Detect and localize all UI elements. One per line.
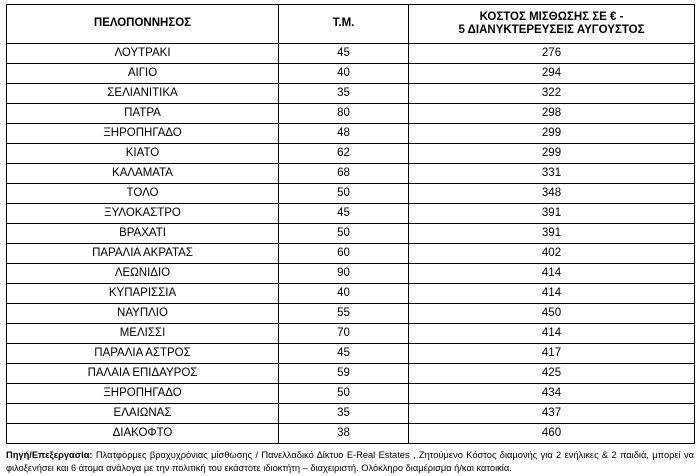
- cell-region: ΞΥΛΟΚΑΣΤΡΟ: [7, 204, 279, 224]
- table-row: [7, 284, 695, 304]
- table-row: [7, 44, 695, 64]
- table-header-row: [7, 5, 695, 44]
- cell-region: ΝΑΥΠΛΙΟ: [7, 304, 279, 324]
- table-row: [7, 324, 695, 344]
- cell-cost: 450: [409, 304, 695, 324]
- cell-area: 62: [279, 144, 409, 164]
- column-header-cost: [409, 5, 695, 44]
- table-header: [7, 5, 695, 44]
- cell-region: ΑΙΓΙΟ: [7, 64, 279, 84]
- cell-cost: 414: [409, 264, 695, 284]
- cell-area: 45: [279, 204, 409, 224]
- table-row: [7, 144, 695, 164]
- cell-area: 50: [279, 224, 409, 244]
- table-row: [7, 104, 695, 124]
- cell-region: ΚΑΛΑΜΑΤΑ: [7, 164, 279, 184]
- cell-region: ΠΑΡΑΛΙΑ ΑΚΡΑΤΑΣ: [7, 244, 279, 264]
- table-row: [7, 64, 695, 84]
- source-footnote-text: Πλατφόρμες βραχυχρόνιας μίσθωσης / Πανελλαδικό Δίκτυο E-Real Estates , Ζητούμενο Κόστος διαμονής για 2 ενήλικες & 2 παιδιά, μπορεί να φιλοξενήσει και 6 άτομα ανάλογα με την πολιτική του εκάστοτε ιδιοκτήτη – διαχειριστή. Ολόκληρο διαμέρισμα ή/και κατοικία.: [6, 450, 694, 474]
- table-row: [7, 424, 695, 444]
- cell-region: ΛΕΩΝΙΔΙΟ: [7, 264, 279, 284]
- cell-area: 70: [279, 324, 409, 344]
- cell-region: ΒΡΑΧΑΤΙ: [7, 224, 279, 244]
- cell-cost: 417: [409, 344, 695, 364]
- table-row: [7, 344, 695, 364]
- cell-area: 60: [279, 244, 409, 264]
- table-row: [7, 124, 695, 144]
- cell-region: ΜΕΛΙΣΣΙ: [7, 324, 279, 344]
- cell-cost: 331: [409, 164, 695, 184]
- cell-cost: 322: [409, 84, 695, 104]
- cell-region: ΚΙΑΤΟ: [7, 144, 279, 164]
- table-row: [7, 204, 695, 224]
- rental-price-table: [6, 4, 695, 444]
- cell-area: 50: [279, 384, 409, 404]
- cell-area: 68: [279, 164, 409, 184]
- cell-region: ΠΑΛΑΙΑ ΕΠΙΔΑΥΡΟΣ: [7, 364, 279, 384]
- cell-area: 80: [279, 104, 409, 124]
- cell-cost: 434: [409, 384, 695, 404]
- cell-cost: 299: [409, 144, 695, 164]
- table-row: [7, 304, 695, 324]
- column-header-region: ΠΕΛΟΠΟΝΝΗΣΟΣ: [7, 5, 279, 44]
- cell-area: 40: [279, 64, 409, 84]
- cell-region: ΔΙΑΚΟΦΤΟ: [7, 424, 279, 444]
- cell-region: ΣΕΛΙΑΝΙΤΙΚΑ: [7, 84, 279, 104]
- cell-cost: 348: [409, 184, 695, 204]
- cell-cost: 391: [409, 204, 695, 224]
- cell-region: ΤΟΛΟ: [7, 184, 279, 204]
- table-row: [7, 384, 695, 404]
- cell-area: 40: [279, 284, 409, 304]
- cell-cost: 402: [409, 244, 695, 264]
- cell-cost: 391: [409, 224, 695, 244]
- table-row: [7, 84, 695, 104]
- cell-region: ΛΟΥΤΡΑΚΙ: [7, 44, 279, 64]
- cell-area: 50: [279, 184, 409, 204]
- cell-cost: 299: [409, 124, 695, 144]
- table-row: [7, 404, 695, 424]
- cell-cost: 298: [409, 104, 695, 124]
- cell-region: ΞΗΡΟΠΗΓΑΔΟ: [7, 124, 279, 144]
- column-header-area: Τ.Μ.: [279, 5, 409, 44]
- table-body: [7, 44, 695, 444]
- source-footnote-label: Πηγή/Επεξεργασία:: [6, 450, 93, 460]
- cell-cost: 414: [409, 324, 695, 344]
- cell-cost: 460: [409, 424, 695, 444]
- table-row: [7, 244, 695, 264]
- cell-region: ΞΗΡΟΠΗΓΑΔΟ: [7, 384, 279, 404]
- cell-cost: 437: [409, 404, 695, 424]
- cell-area: 59: [279, 364, 409, 384]
- cell-area: 35: [279, 84, 409, 104]
- cell-cost: 294: [409, 64, 695, 84]
- table-row: [7, 224, 695, 244]
- cell-area: 35: [279, 404, 409, 424]
- cell-area: 45: [279, 44, 409, 64]
- cell-area: 38: [279, 424, 409, 444]
- cell-cost: 414: [409, 284, 695, 304]
- table-row: [7, 164, 695, 184]
- column-header-cost-line2: 5 ΔΙΑΝΥΚΤΕΡΕΥΣΕΙΣ ΑΥΓΟΥΣΤΟΣ: [458, 24, 645, 36]
- cell-area: 90: [279, 264, 409, 284]
- cell-area: 48: [279, 124, 409, 144]
- table-row: [7, 364, 695, 384]
- table-row: [7, 184, 695, 204]
- cell-region: ΕΛΑΙΩΝΑΣ: [7, 404, 279, 424]
- cell-cost: 276: [409, 44, 695, 64]
- source-footnote: [6, 449, 694, 476]
- cell-area: 45: [279, 344, 409, 364]
- cell-region: ΚΥΠΑΡΙΣΣΙΑ: [7, 284, 279, 304]
- column-header-cost-line1: ΚΟΣΤΟΣ ΜΙΣΘΩΣΗΣ ΣΕ € -: [479, 10, 624, 23]
- cell-cost: 425: [409, 364, 695, 384]
- cell-region: ΠΑΤΡΑ: [7, 104, 279, 124]
- cell-area: 55: [279, 304, 409, 324]
- cell-region: ΠΑΡΑΛΙΑ ΑΣΤΡΟΣ: [7, 344, 279, 364]
- table-row: [7, 264, 695, 284]
